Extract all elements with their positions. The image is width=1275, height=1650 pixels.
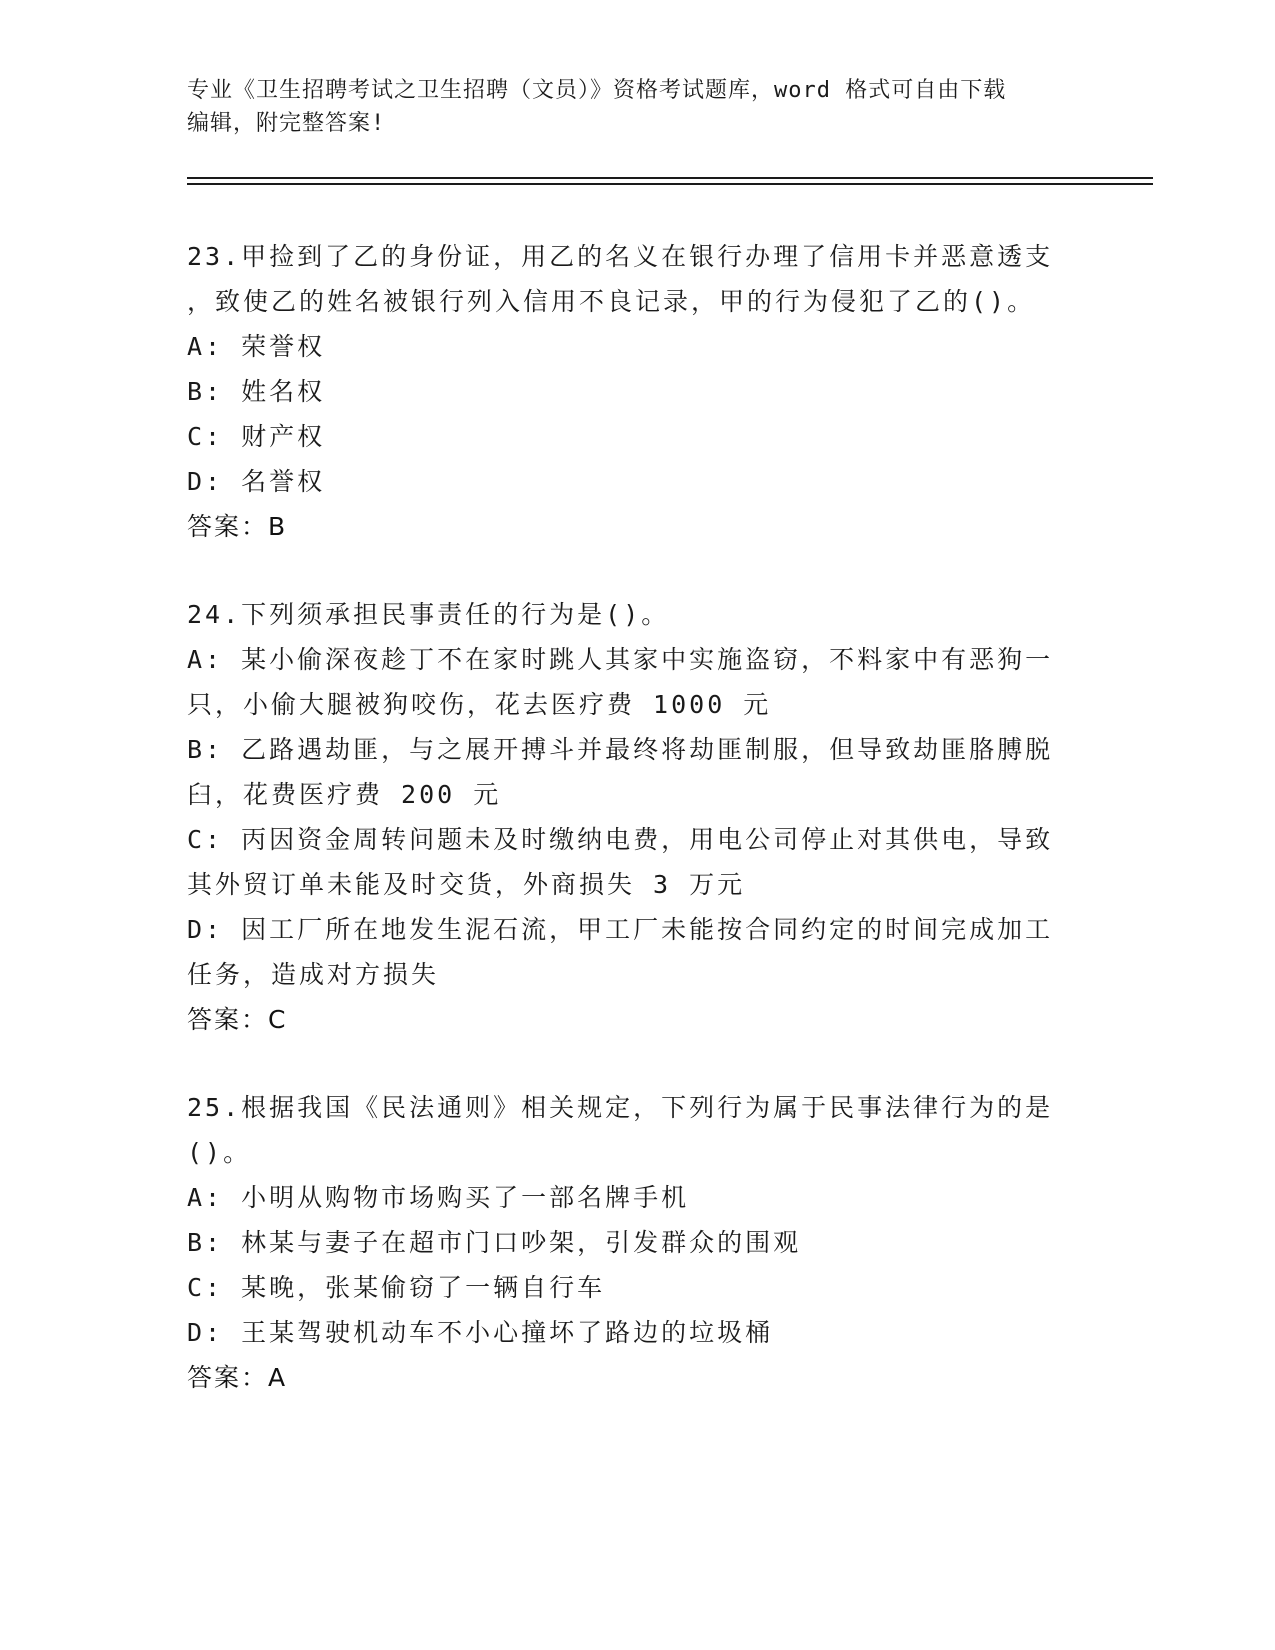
answer-label: 答案：B bbox=[187, 512, 288, 541]
question-stem: 24.下列须承担民事责任的行为是()。 bbox=[187, 600, 670, 629]
question-stem: 23.甲捡到了乙的身份证，用乙的名义在银行办理了信用卡并恶意透支 bbox=[187, 242, 1054, 271]
option-c-continued: 其外贸订单未能及时交货，外商损失 3 万元 bbox=[187, 870, 746, 899]
option-d: D: 王某驾驶机动车不小心撞坏了路边的垃圾桶 bbox=[187, 1318, 774, 1347]
question-list bbox=[187, 234, 1087, 1400]
option-a: A: 荣誉权 bbox=[187, 332, 326, 361]
option-b: B: 乙路遇劫匪，与之展开搏斗并最终将劫匪制服，但导致劫匪胳膊脱 bbox=[187, 735, 1054, 764]
option-c: C: 财产权 bbox=[187, 422, 326, 451]
option-d: D: 名誉权 bbox=[187, 467, 326, 496]
document-header bbox=[187, 74, 1087, 140]
option-c: C: 丙因资金周转问题未及时缴纳电费，用电公司停止对其供电，导致 bbox=[187, 825, 1054, 854]
question-23 bbox=[187, 234, 1087, 549]
question-24 bbox=[187, 592, 1087, 1042]
option-a: A: 某小偷深夜趁丁不在家时跳人其家中实施盗窃，不料家中有恶狗一 bbox=[187, 645, 1054, 674]
header-line-2: 编辑，附完整答案! bbox=[187, 111, 386, 136]
option-b: B: 林某与妻子在超市门口吵架，引发群众的围观 bbox=[187, 1228, 802, 1257]
header-line-1: 专业《卫生招聘考试之卫生招聘（文员）》资格考试题库，word 格式可自由下载 bbox=[187, 78, 1007, 103]
option-c: C: 某晚，张某偷窃了一辆自行车 bbox=[187, 1273, 606, 1302]
header-divider-bottom bbox=[187, 183, 1153, 185]
option-b: B: 姓名权 bbox=[187, 377, 326, 406]
option-d-continued: 任务，造成对方损失 bbox=[187, 960, 440, 989]
question-stem: ，致使乙的姓名被银行列入信用不良记录，甲的行为侵犯了乙的()。 bbox=[187, 287, 1036, 316]
answer-label: 答案：A bbox=[187, 1363, 288, 1392]
option-d: D: 因工厂所在地发生泥石流，甲工厂未能按合同约定的时间完成加工 bbox=[187, 915, 1054, 944]
question-stem: 25.根据我国《民法通则》相关规定，下列行为属于民事法律行为的是 bbox=[187, 1093, 1054, 1122]
header-divider-top bbox=[187, 177, 1153, 179]
option-b-continued: 臼，花费医疗费 200 元 bbox=[187, 780, 502, 809]
option-a: A: 小明从购物市场购买了一部名牌手机 bbox=[187, 1183, 690, 1212]
question-25 bbox=[187, 1085, 1087, 1400]
option-a-continued: 只，小偷大腿被狗咬伤，花去医疗费 1000 元 bbox=[187, 690, 772, 719]
answer-label: 答案：C bbox=[187, 1005, 288, 1034]
question-stem: ()。 bbox=[187, 1138, 252, 1167]
